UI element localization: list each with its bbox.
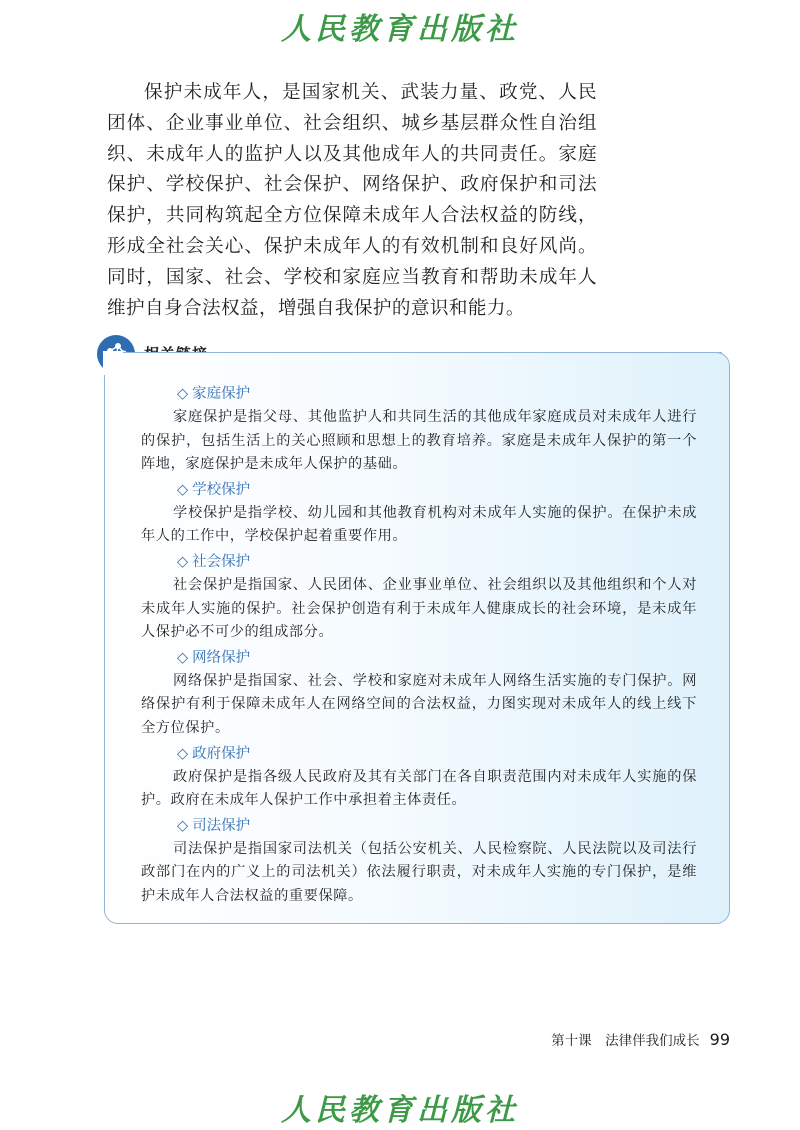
section-body: 社会保护是指国家、人民团体、企业事业单位、社会组织以及其他组织和个人对未成年人实施的保护。社会保护创造有利于未成年人健康成长的社会环境，是未成年人保护必不可少的组成部分。 [141,576,697,641]
section-heading: ◇ 政府保护 [177,745,251,762]
publisher-watermark-top: 人民教育出版社 [281,12,519,47]
diamond-icon: ◇ [177,649,189,666]
diamond-icon: ◇ [177,386,189,402]
section-body: 家庭保护是指父母、其他监护人和共同生活的其他成年家庭成员对未成年人进行的保护，包括生活上的关心照顾和思想上的教育培养。家庭是未成年人保护的第一个阵地，家庭保护是未成年人保护的基础。 [141,409,697,473]
section-heading: ◇ 学校保护 [177,481,251,498]
section-body: 网络保护是指国家、社会、学校和家庭对未成年人网络生活实施的专门保护。网络保护有利于保障未成年人在网络空间的合法权益，力图实现对未成年人的线上线下全方位保护。 [141,672,697,736]
diamond-icon: ◇ [177,745,189,762]
diamond-icon: ◇ [177,553,189,570]
section-body: 政府保护是指各级人民政府及其有关部门在各自职责范围内对未成年人实施的保护。政府在未成年人保护工作中承担着主体责任。 [141,768,697,809]
diamond-icon: ◇ [177,817,189,834]
chapter-title: 第十课 法律伴我们成长 [551,1033,700,1049]
diamond-icon: ◇ [177,481,189,498]
section-heading: ◇ 网络保护 [177,649,251,666]
related-links-box [104,352,730,924]
page-footer [551,1029,730,1049]
page-number: 99 [709,1030,730,1049]
section-heading: ◇ 社会保护 [177,553,251,570]
section-body: 学校保护是指学校、幼儿园和其他教育机构对未成年人实施的保护。在保护未成年人的工作中，学校保护起着重要作用。 [141,504,697,545]
related-links-content [141,383,697,911]
publisher-watermark-bottom: 人民教育出版社 [281,1093,519,1128]
section-heading: ◇ 家庭保护 [177,386,251,402]
intro-paragraph: 保护未成年人，是国家机关、武装力量、政党、人民团体、企业事业单位、社会组织、城乡基层群众性自治组织、未成年人的监护人以及其他成年人的共同责任。家庭保护、学校保护、社会保护、网络保护、政府保护和司法保护，共同构筑起全方位保障未成年人合法权益的防线，形成全社会关心、保护未成年人的有效机制和良好风尚。同时，国家、社会、学校和家庭应当教育和帮助未成年人维护自身合法权益，增强自我保护的意识和能力。 [107,82,597,319]
section-heading: ◇ 司法保护 [177,817,251,834]
section-body: 司法保护是指国家司法机关（包括公安机关、人民检察院、人民法院以及司法行政部门在内的广义上的司法机关）依法履行职责，对未成年人实施的专门保护，是维护未成年人合法权益的重要保障。 [141,840,697,904]
